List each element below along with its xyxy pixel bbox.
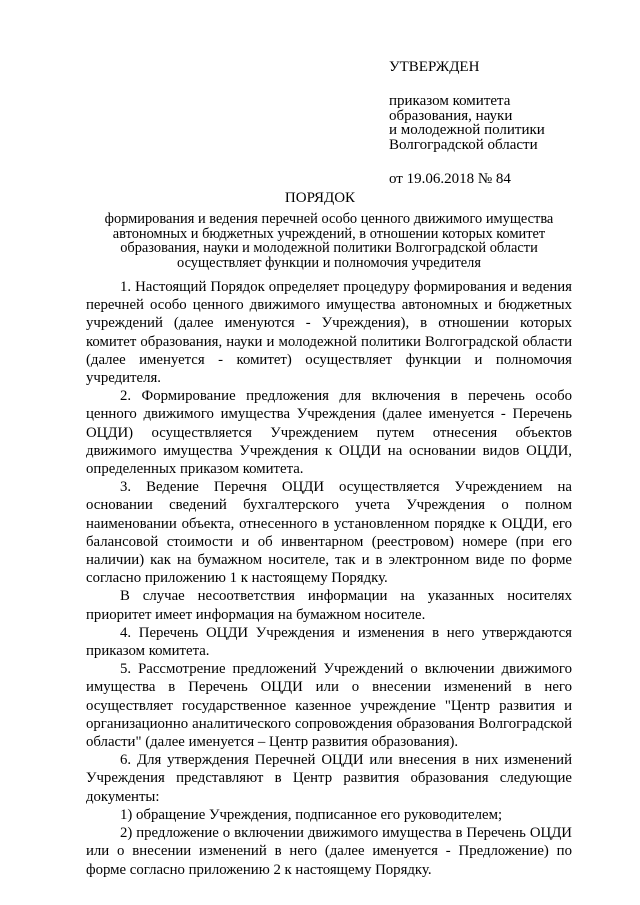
subtitle-line: формирования и ведения перечней особо ценного движимого имущества (104, 211, 554, 227)
paragraph-3: 3. Ведение Перечня ОЦДИ осуществляется Учреждением на основании сведений бухгалтерского учета Учреждения о полном наименовании объекта, отнесенного в установленном порядке к ОЦДИ, его балансовой стоимости и об инвентарном (реестровом) номере (при его наличии) как на бумажном носителе, так и в электронном виде по форме согласно приложению 1 к настоящему Порядку. (86, 479, 572, 587)
approval-date: от 19.06.2018 № 84 (389, 171, 511, 187)
paragraph-5: 5. Рассмотрение предложений Учреждений о включении движимого имущества в Перечень ОЦДИ или о внесении изменений в него осуществляет государственное казенное учреждение "Центр развития и организационно аналитического сопровождения образования Волгоградской области" (далее именуется – Центр развития образования). (86, 661, 572, 751)
subtitle-line: осуществляет функции и полномочия учредителя (177, 254, 481, 271)
document-title: ПОРЯДОК (284, 190, 356, 206)
approval-line: приказом комитета (389, 93, 511, 109)
paragraph-1: 1. Настоящий Порядок определяет процедуру формирования и ведения перечней особо ценного движимого имущества автономных и бюджетных учреждений (далее именуются - Учреждения), в отношении которых комитет образования, науки и молодежной политики Волгоградской области (далее именуется - комитет) осуществляет функции и полномочия учредителя. (86, 279, 572, 387)
paragraph-2: 2. Формирование предложения для включения в перечень особо ценного движимого имущества Учреждения (далее именуется - Перечень ОЦДИ) осуществляется Учреждением путем отнесения объектов движимого имущества Учреждения к ОЦДИ на основании видов ОЦДИ, определенных приказом комитета. (86, 388, 572, 478)
approval-heading: УТВЕРЖДЕН (389, 59, 480, 75)
document-body (86, 278, 572, 879)
paragraph-6: 6. Для утверждения Перечней ОЦДИ или внесения в них изменений Учреждения представляют в Центр развития образования следующие документы: (86, 752, 572, 805)
approval-line: и молодежной политики (389, 122, 545, 138)
document-subtitle (86, 212, 572, 270)
paragraph-3-note: В случае несоответствия информации на указанных носителях приоритет имеет информация на бумажном носителе. (86, 588, 572, 623)
approval-lines (389, 94, 619, 152)
paragraph-6-item-2: 2) предложение о включении движимого имущества в Перечень ОЦДИ или о внесении изменений в него (далее именуется - Предложение) по форме согласно приложению 2 к настоящему Порядку. (86, 825, 572, 878)
paragraph-6-item-1: 1) обращение Учреждения, подписанное его руководителем; (120, 806, 503, 823)
paragraph-4: 4. Перечень ОЦДИ Учреждения и изменения в него утверждаются приказом комитета. (86, 624, 572, 660)
subtitle-line: автономных и бюджетных учреждений, в отношении которых комитет (112, 225, 546, 242)
approval-line: образования, науки (389, 107, 513, 124)
approval-line: Волгоградской области (389, 136, 538, 153)
subtitle-line: образования, науки и молодежной политики Волгоградской области (120, 240, 538, 257)
approval-block (389, 58, 619, 189)
